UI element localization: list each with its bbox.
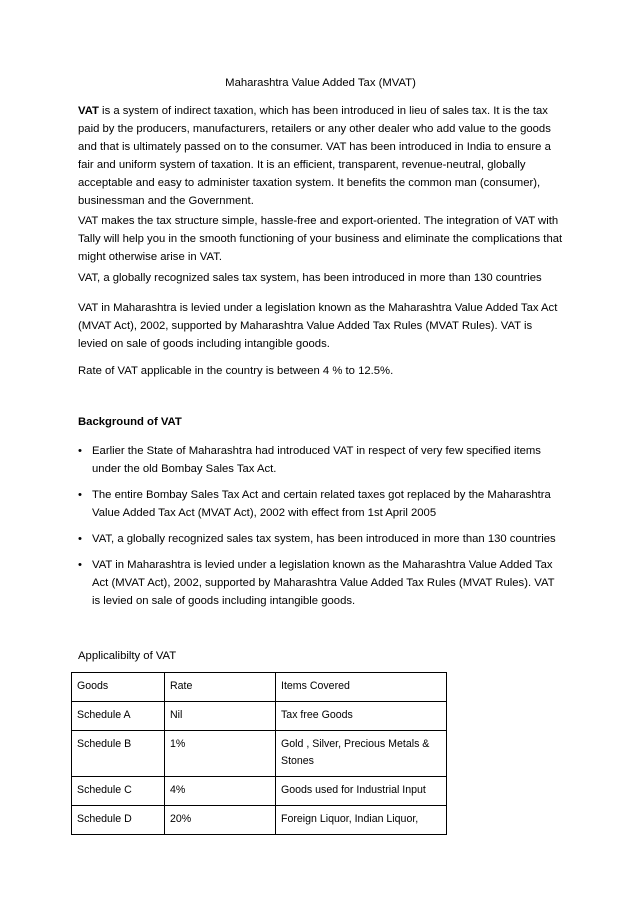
bullet-icon: •: [78, 445, 82, 457]
bullet-icon: •: [78, 559, 82, 571]
document-title: Maharashtra Value Added Tax (MVAT): [225, 77, 416, 89]
table-row: [72, 702, 447, 731]
applicability-heading: Applicalibilty of VAT: [78, 650, 177, 662]
table-cell: Foreign Liquor, Indian Liquor,: [276, 806, 447, 835]
table-cell: Schedule A: [72, 702, 165, 731]
table-row: [72, 731, 447, 777]
bullet-icon: •: [78, 489, 82, 501]
table-cell: Schedule D: [72, 806, 165, 835]
table-cell: Goods used for Industrial Input: [276, 777, 447, 806]
bullet-icon: •: [78, 533, 82, 545]
table-cell: Gold , Silver, Precious Metals & Stones: [276, 731, 447, 777]
table-cell: Nil: [165, 702, 276, 731]
bullet-text: VAT in Maharashtra is levied under a legislation known as the Maharashtra Value Added Tax Act (MVAT Act), 2002, supported by Maharashtra Value Added Tax Rules (MVAT Rules). VAT is levied on sale of goods including intangible goods.: [92, 559, 555, 607]
bullet-text: VAT, a globally recognized sales tax system, has been introduced in more than 130 countries: [92, 533, 556, 545]
table-header-cell: Goods: [72, 673, 165, 702]
table-header-cell: Rate: [165, 673, 276, 702]
paragraph-5: [78, 362, 563, 380]
table-cell: Schedule B: [72, 731, 165, 777]
paragraph-5-text: Rate of VAT applicable in the country is between 4 % to 12.5%.: [78, 365, 394, 377]
intro-text: is a system of indirect taxation, which has been introduced in lieu of sales tax. It is the tax paid by the producers, manufacturers, retailers or any other dealer who add value to the goods and that is ultimately passed on to the consumer. VAT has been introduced in India to ensure a fair and uniform system of taxation. It is an efficient, transparent, revenue-neutral, globally acceptable and easy to administer taxation system. It benefits the common man (consumer), businessman and the Government.: [78, 105, 551, 207]
paragraph-2-text: VAT makes the tax structure simple, hassle-free and export-oriented. The integration of VAT with Tally will help you in the smooth functioning of your business and eliminate the complications that might otherwise arise in VAT.: [78, 215, 563, 263]
intro-lead: VAT: [78, 105, 99, 117]
table-row: [72, 777, 447, 806]
table-cell: Schedule C: [72, 777, 165, 806]
paragraph-2: [78, 212, 563, 266]
table-cell: 1%: [165, 731, 276, 777]
table-cell: Tax free Goods: [276, 702, 447, 731]
table-header-row: [72, 673, 447, 702]
intro-paragraph: [78, 102, 563, 210]
bullet-item-4: [78, 556, 563, 610]
table-cell: 4%: [165, 777, 276, 806]
vat-schedule-table: [71, 672, 447, 835]
bullet-item-3: [78, 530, 563, 548]
bullet-text: Earlier the State of Maharashtra had introduced VAT in respect of very few specified items under the old Bombay Sales Tax Act.: [92, 445, 541, 475]
bullet-item-1: [78, 442, 563, 478]
paragraph-4-text: VAT in Maharashtra is levied under a legislation known as the Maharashtra Value Added Tax Act (MVAT Act), 2002, supported by Maharashtra Value Added Tax Rules (MVAT Rules). VAT is levied on sale of goods including intangible goods.: [78, 302, 558, 350]
table-header-cell: Items Covered: [276, 673, 447, 702]
paragraph-3: [78, 269, 563, 287]
table-cell: 20%: [165, 806, 276, 835]
paragraph-3-text: VAT, a globally recognized sales tax system, has been introduced in more than 130 countries: [78, 272, 542, 284]
background-heading: Background of VAT: [78, 416, 182, 428]
paragraph-4: [78, 299, 563, 353]
bullet-text: The entire Bombay Sales Tax Act and certain related taxes got replaced by the Maharashtra Value Added Tax Act (MVAT Act), 2002 with effect from 1st April 2005: [92, 489, 551, 519]
table-row: [72, 806, 447, 835]
bullet-item-2: [78, 486, 563, 522]
